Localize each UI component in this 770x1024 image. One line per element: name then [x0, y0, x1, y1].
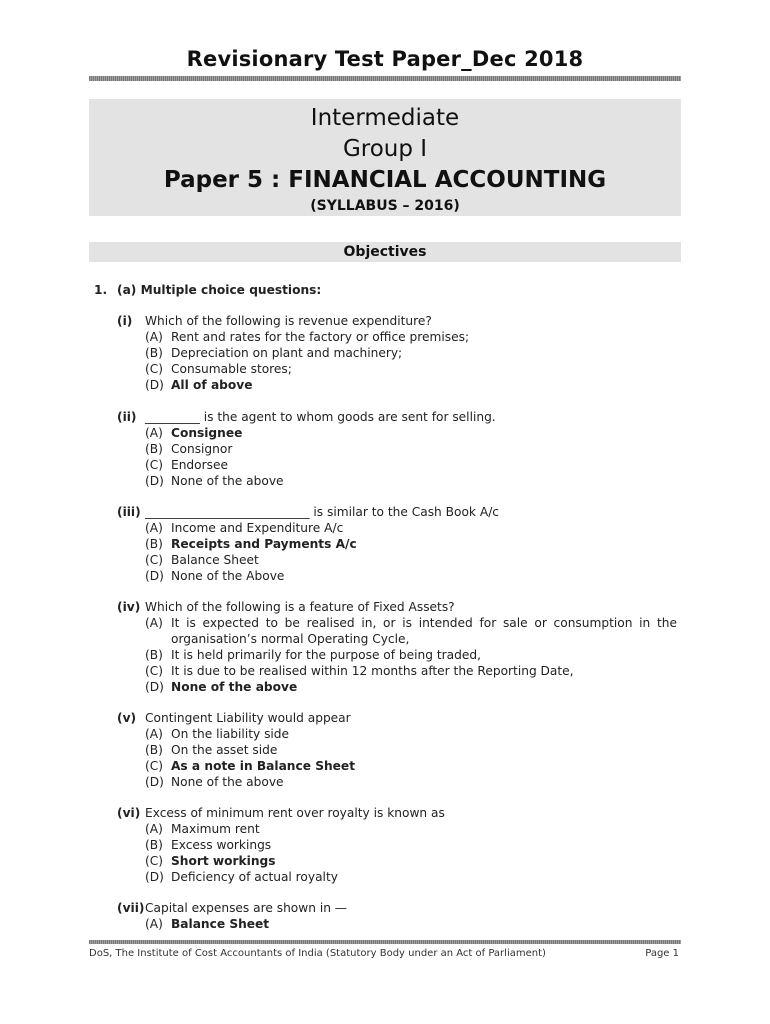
- option-text: Consumable stores;: [171, 362, 292, 376]
- question-num: (ii): [117, 410, 137, 424]
- option-key: (D): [145, 680, 164, 694]
- question-num: (iv): [117, 600, 141, 614]
- subheading: (a) Multiple choice questions:: [117, 283, 322, 297]
- footer-institute: DoS, The Institute of Cost Accountants of India (Statutory Body under an Act of Parliament): [89, 948, 546, 959]
- option-key: (A): [145, 917, 163, 931]
- option-text: It is held primarily for the purpose of being traded,: [171, 648, 481, 662]
- option-text: Income and Expenditure A/c: [171, 521, 344, 535]
- option-key: (B): [145, 648, 163, 662]
- footer-rule: [89, 940, 681, 944]
- option-key: (B): [145, 442, 163, 456]
- option-text-answer: Receipts and Payments A/c: [171, 537, 357, 551]
- option-key: (C): [145, 458, 164, 472]
- option-text: Balance Sheet: [171, 553, 259, 567]
- question-num: (vi): [117, 806, 141, 820]
- option-text: It is due to be realised within 12 months after the Reporting Date,: [171, 664, 574, 678]
- option-key: (D): [145, 569, 164, 583]
- option-text-answer: As a note in Balance Sheet: [171, 759, 356, 773]
- option-text: On the asset side: [171, 743, 278, 757]
- option-key: (A): [145, 426, 163, 440]
- question-stem: Which of the following is revenue expenditure?: [145, 314, 432, 328]
- option-key: (B): [145, 838, 163, 852]
- option-text-answer: Balance Sheet: [171, 917, 270, 931]
- option-text-answer: All of above: [171, 378, 253, 392]
- option-text: Maximum rent: [171, 822, 260, 836]
- option-text: Endorsee: [171, 458, 228, 472]
- option-text: None of the above: [171, 474, 284, 488]
- option-key: (A): [145, 822, 163, 836]
- option-text: Consignor: [171, 442, 233, 456]
- option-key: (C): [145, 759, 164, 773]
- option-key: (B): [145, 743, 163, 757]
- section-title: Objectives: [89, 242, 681, 262]
- question-stem: Contingent Liability would appear: [145, 711, 351, 725]
- option-key: (D): [145, 378, 164, 392]
- option-key: (B): [145, 346, 163, 360]
- question-num: (v): [117, 711, 137, 725]
- option-key: (C): [145, 854, 164, 868]
- title-banner: [89, 99, 681, 216]
- page-title: Revisionary Test Paper_Dec 2018: [186, 47, 584, 71]
- option-text-answer: Consignee: [171, 426, 243, 440]
- option-key: (A): [145, 330, 163, 344]
- option-key: (C): [145, 362, 164, 376]
- question-stem: Which of the following is a feature of Fixed Assets?: [145, 600, 455, 614]
- option-key: (D): [145, 474, 164, 488]
- option-text: None of the Above: [171, 569, 285, 583]
- question-num: (vii): [117, 901, 145, 915]
- question-num: (i): [117, 314, 133, 328]
- page-number: Page 1: [645, 948, 679, 959]
- option-text-answer: None of the above: [171, 680, 298, 694]
- question-stem: _________ is the agent to whom goods are sent for selling.: [145, 410, 496, 424]
- option-text: Excess workings: [171, 838, 272, 852]
- option-key: (A): [145, 521, 163, 535]
- option-text: On the liability side: [171, 727, 290, 741]
- banner-group: Group I: [342, 136, 428, 162]
- question-stem: Excess of minimum rent over royalty is known as: [145, 806, 445, 820]
- option-text: None of the above: [171, 775, 284, 789]
- option-key: (A): [145, 727, 163, 741]
- option-text: Depreciation on plant and machinery;: [171, 346, 403, 360]
- banner-level: Intermediate: [310, 105, 460, 131]
- option-key: (A): [145, 616, 163, 630]
- banner-syllabus: (SYLLABUS – 2016): [310, 198, 460, 214]
- option-key: (C): [145, 553, 164, 567]
- title-rule: [89, 76, 681, 81]
- option-key: (D): [145, 775, 164, 789]
- option-key: (C): [145, 664, 164, 678]
- question-num: (iii): [117, 505, 141, 519]
- option-key: (B): [145, 537, 163, 551]
- option-text: Deficiency of actual royalty: [171, 870, 338, 884]
- banner-paper: Paper 5 : FINANCIAL ACCOUNTING: [163, 167, 607, 193]
- option-text-continued: organisation’s normal Operating Cycle,: [171, 632, 410, 646]
- option-text: Rent and rates for the factory or office premises;: [171, 330, 470, 344]
- option-key: (D): [145, 870, 164, 884]
- question-stem: Capital expenses are shown in —: [145, 901, 347, 915]
- question-number: 1.: [94, 283, 108, 297]
- question-stem: ___________________________ is similar to the Cash Book A/c: [145, 505, 500, 519]
- option-text-answer: Short workings: [171, 854, 276, 868]
- option-text: It is expected to be realised in, or is intended for sale or consumption in the: [171, 616, 677, 630]
